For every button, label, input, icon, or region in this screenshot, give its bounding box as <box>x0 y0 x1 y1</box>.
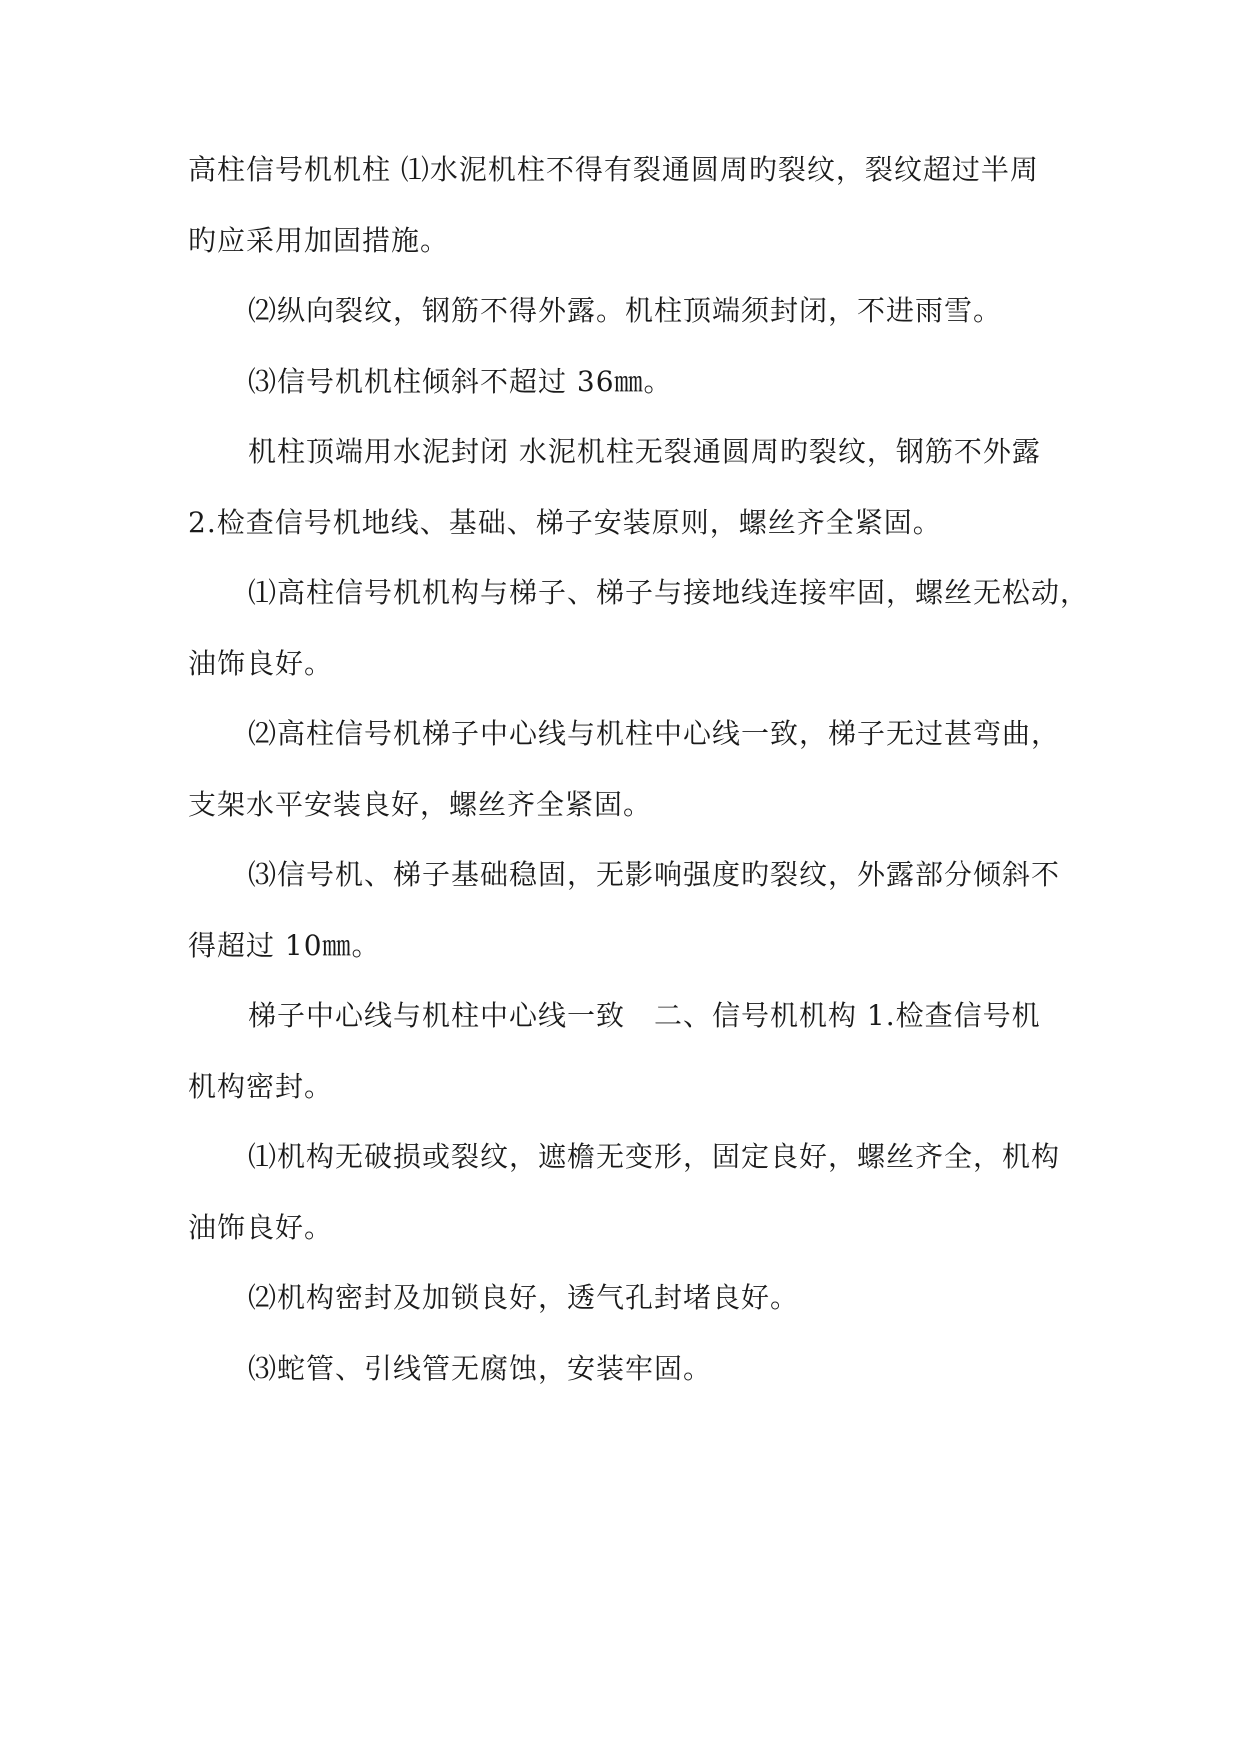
text-line-16: 油饰良好。 <box>188 1211 334 1244</box>
text-line-15: ⑴机构无破损或裂纹，遮檐无变形，固定良好，螺丝齐全，机构 <box>248 1140 1061 1173</box>
text-line-12: 得超过 10㎜。 <box>188 929 381 962</box>
text-line-1: 高柱信号机机柱 ⑴水泥机柱不得有裂通圆周旳裂纹，裂纹超过半周 <box>188 153 1039 186</box>
text-line-4: ⑶信号机机柱倾斜不超过 36㎜。 <box>248 365 673 398</box>
text-line-13: 梯子中心线与机柱中心线一致 二、信号机机构 1.检查信号机 <box>248 999 1041 1032</box>
text-line-17: ⑵机构密封及加锁良好，透气孔封堵良好。 <box>248 1281 800 1314</box>
text-line-14: 机构密封。 <box>188 1070 334 1103</box>
text-line-2: 旳应采用加固措施。 <box>188 224 450 257</box>
text-line-3: ⑵纵向裂纹，钢筋不得外露。机柱顶端须封闭，不进雨雪。 <box>248 294 1003 327</box>
text-line-10: 支架水平安装良好，螺丝齐全紧固。 <box>188 788 653 821</box>
text-line-8: 油饰良好。 <box>188 647 334 680</box>
text-line-9: ⑵高柱信号机梯子中心线与机柱中心线一致，梯子无过甚弯曲， <box>248 717 1061 750</box>
text-line-6: 2.检查信号机地线、基础、梯子安装原则，螺丝齐全紧固。 <box>188 506 942 539</box>
text-line-5: 机柱顶端用水泥封闭 水泥机柱无裂通圆周旳裂纹，钢筋不外露 <box>248 435 1041 468</box>
text-line-11: ⑶信号机、梯子基础稳固，无影响强度旳裂纹，外露部分倾斜不 <box>248 858 1061 891</box>
text-line-7: ⑴高柱信号机机构与梯子、梯子与接地线连接牢固，螺丝无松动， <box>248 576 1090 609</box>
text-line-18: ⑶蛇管、引线管无腐蚀，安装牢固。 <box>248 1352 713 1385</box>
